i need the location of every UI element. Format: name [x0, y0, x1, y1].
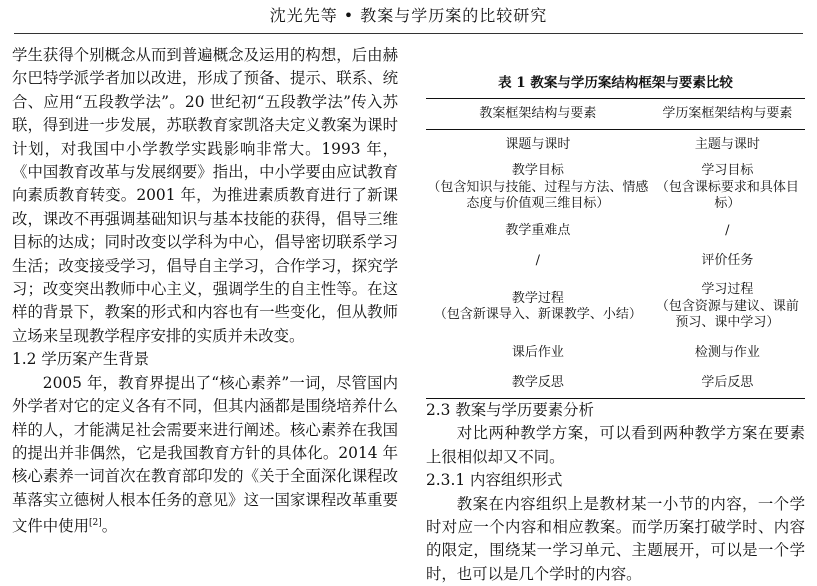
column-header-learning-plan: 学历案框架结构与要素	[650, 99, 805, 130]
section-heading-1-2: 1.2 学历案产生背景	[12, 350, 150, 369]
cell-label: 主题与课时	[694, 136, 760, 152]
table-cell	[426, 216, 650, 246]
table-cell	[426, 338, 650, 368]
table-cell	[650, 338, 805, 368]
cell-label: 学后反思	[701, 374, 754, 390]
right-column	[426, 44, 805, 586]
table-cell	[650, 130, 805, 161]
paragraph-comparison: 对比两种教学方案，可以看到两种教学方案在要素上很相似却又不同。	[426, 424, 805, 466]
section-heading-2-3-1: 2.3.1 内容组织形式	[426, 471, 563, 490]
cell-note: （包含知识与技能、过程与方法、情感态度与价值观三维目标）	[427, 179, 649, 212]
table-cell	[426, 246, 650, 276]
cell-label: 教学目标	[511, 163, 564, 179]
citation: [2]	[88, 518, 102, 529]
cell-label: 学习过程	[701, 282, 754, 298]
cell-label: 检测与作业	[694, 344, 760, 360]
cell-note: （包含资源与建议、课前预习、课中学习）	[655, 298, 799, 331]
table-row	[426, 160, 805, 216]
cell-label: 课题与课时	[505, 136, 571, 152]
table-cell	[650, 276, 805, 338]
table-row	[426, 368, 805, 399]
cell-note: （包含课标要求和具体目标）	[655, 179, 799, 212]
paragraph-continued	[12, 44, 398, 348]
table-row	[426, 130, 805, 161]
left-column	[12, 44, 398, 539]
running-head: 沈光先等 • 教案与学历案的比较研究	[269, 6, 548, 25]
table-cell	[650, 368, 805, 399]
table-caption: 表 1 教案与学历案结构框架与要素比较	[498, 75, 733, 91]
paragraph-content-organization: 教案在内容组织上是教材某一小节的内容，一个学时对应一个内容和相应教案。而学历案打破学时、内容的限定，围绕某一学习单元、主题展开，可以是一个学时，也可以是几个学时的内容。	[426, 494, 805, 583]
cell-label: 学习目标	[701, 163, 754, 179]
paragraph-text: 学生获得个别概念从而到普遍概念及运用的构想，后由赫尔巴特学派学者加以改进，形成了预备、提示、联系、统合、应用“五段教学法”。20 世纪初“五段教学法”传入苏联，得到进一步发展，苏联教育家凯洛夫定义教案为课时计划，对我国中小学教学实践影响非常大。1993 年，《中国教育改革与发展纲要》指出，中小学要由应试教育向素质教育转变。2001 年，为推进素质教育进行了新课改，课改不再强调基础知识与基本技能的获得，倡导三维目标的达成；同时改变以学科为中心，倡导密切联系学习生活；改变接受学习，倡导自主学习，合作学习，探究学习；改变突出教师中心主义，强调学生的自主性等。在这样的背景下，教案的形式和内容也有一些变化，但从教师立场来呈现教学程序安排的实质并未改变。	[12, 46, 398, 345]
cell-label: /	[535, 252, 541, 268]
table-cell	[650, 216, 805, 246]
table-cell	[426, 368, 650, 399]
cell-label: /	[725, 222, 730, 238]
column-header-lesson-plan: 教案框架结构与要素	[426, 99, 650, 130]
cell-note: （包含新课导入、新课教学、小结）	[433, 307, 642, 322]
paragraph-end: 。	[101, 517, 118, 536]
paragraph-text: 2005 年，教育界提出了“核心素养”一词，尽管国内外学者对它的定义各有不同，但其内涵都是围绕培养什么样的人，才能满足社会需要来进行阐述。核心素养在我国的提出并非偶然，它是我国教育方针的具体化。2014 年核心素养一词首次在教育部印发的《关于全面深化课程改革落实立德树人根本任务的意见》这一国家课程改革重要文件中使用	[12, 373, 398, 536]
header-rule	[14, 33, 803, 34]
table-cell	[426, 276, 650, 338]
table-header-row	[426, 99, 805, 130]
cell-label: 教学过程	[511, 290, 564, 306]
cell-label: 教学重难点	[505, 222, 571, 238]
table-cell	[650, 160, 805, 216]
table-row	[426, 338, 805, 368]
table-row	[426, 216, 805, 246]
table-cell	[650, 246, 805, 276]
table-row	[426, 246, 805, 276]
cell-label: 课后作业	[511, 344, 564, 360]
table-cell	[426, 130, 650, 161]
paragraph-core-literacy	[12, 372, 398, 539]
comparison-table	[426, 98, 805, 399]
section-heading-2-3: 2.3 教案与学历要素分析	[426, 401, 594, 419]
cell-label: 教学反思	[511, 374, 564, 390]
table-cell	[426, 160, 650, 216]
cell-label: 评价任务	[701, 252, 754, 268]
table-row	[426, 276, 805, 338]
